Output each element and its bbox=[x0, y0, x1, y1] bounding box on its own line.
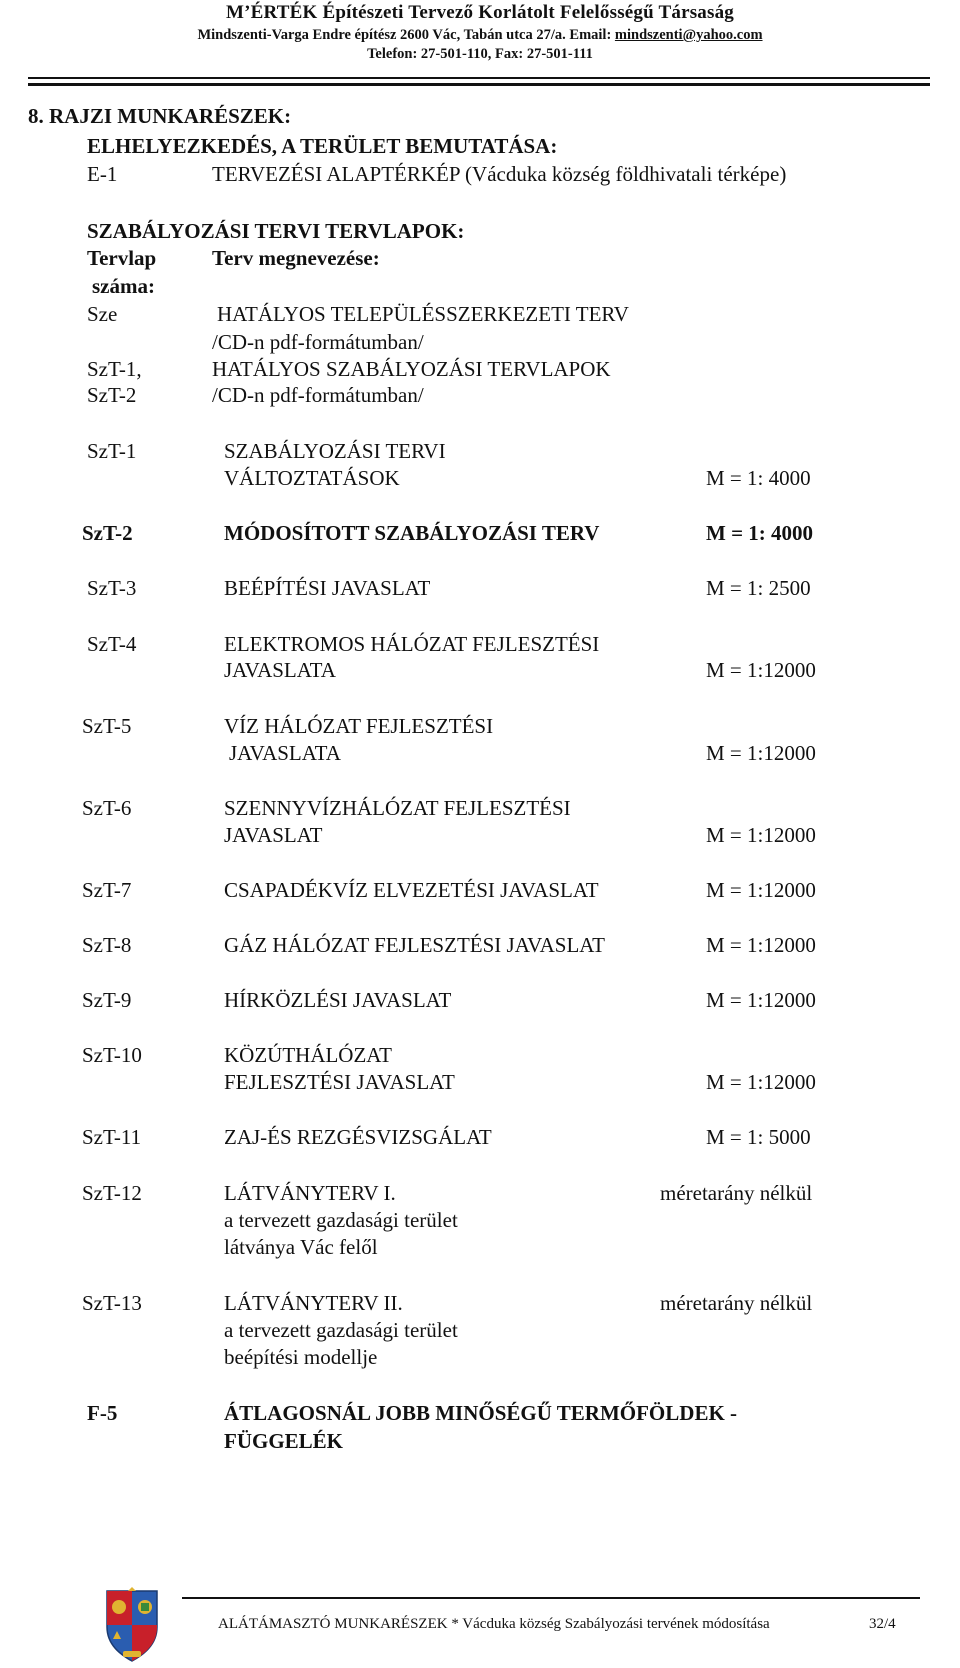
phone-line: Telefon: 27-501-110, Fax: 27-501-111 bbox=[367, 46, 593, 62]
szt9-code: SzT-9 bbox=[82, 988, 132, 1012]
szt10-title-b: FEJLESZTÉSI JAVASLAT bbox=[224, 1070, 455, 1094]
szt10-code: SzT-10 bbox=[82, 1043, 142, 1067]
address-line bbox=[0, 27, 960, 44]
szt12-note: /CD-n pdf-formátumban/ bbox=[212, 383, 424, 407]
header-rule-thick bbox=[28, 83, 930, 86]
szt11-code: SzT-11 bbox=[82, 1125, 142, 1149]
szt4-title-a: ELEKTROMOS HÁLÓZAT FEJLESZTÉSI bbox=[224, 632, 600, 656]
sze-title: HATÁLYOS TELEPÜLÉSSZERKEZETI TERV bbox=[217, 302, 629, 326]
szt6-title-b: JAVASLAT bbox=[224, 823, 323, 847]
szt12-code-a: SzT-1, bbox=[87, 357, 142, 381]
column-name-label: Terv megnevezése: bbox=[212, 246, 380, 270]
szt3-title: BEÉPÍTÉSI JAVASLAT bbox=[224, 576, 431, 600]
szt1-title-b: VÁLTOZTATÁSOK bbox=[224, 466, 400, 490]
email-link[interactable]: mindszenti@yahoo.com bbox=[614, 27, 763, 43]
szt12-title-a: LÁTVÁNYTERV I. bbox=[224, 1181, 396, 1205]
page-number: 32/4 bbox=[869, 1616, 896, 1632]
szt3-scale: M = 1: 2500 bbox=[706, 576, 811, 600]
szt2-scale: M = 1: 4000 bbox=[706, 521, 814, 545]
szt2-title: MÓDOSÍTOTT SZABÁLYOZÁSI TERV bbox=[224, 521, 600, 545]
szt13-title-c: beépítési modellje bbox=[224, 1345, 378, 1369]
szt1-code: SzT-1 bbox=[87, 439, 137, 463]
e1-title: TERVEZÉSI ALAPTÉRKÉP (Vácduka község földhivatali térképe) bbox=[212, 162, 787, 186]
szt9-scale: M = 1:12000 bbox=[706, 988, 816, 1012]
szt6-title-a: SZENNYVÍZHÁLÓZAT FEJLESZTÉSI bbox=[224, 796, 571, 820]
footer-rule bbox=[182, 1597, 920, 1599]
szt11-scale: M = 1: 5000 bbox=[706, 1125, 811, 1149]
szt13-code: SzT-13 bbox=[82, 1291, 142, 1315]
szt1-title-a: SZABÁLYOZÁSI TERVI bbox=[224, 439, 446, 463]
column-sheet-label-2: száma: bbox=[92, 274, 155, 298]
szt8-title: GÁZ HÁLÓZAT FEJLESZTÉSI JAVASLAT bbox=[224, 933, 605, 957]
szt13-scale: méretarány nélkül bbox=[660, 1291, 813, 1315]
szt12-scale: méretarány nélkül bbox=[660, 1181, 813, 1205]
szt12-code: SzT-12 bbox=[82, 1181, 142, 1205]
column-sheet-label: Tervlap bbox=[87, 246, 157, 270]
f5-title-b: FÜGGELÉK bbox=[224, 1429, 344, 1453]
location-heading: ELHELYEZKEDÉS, A TERÜLET BEMUTATÁSA: bbox=[87, 134, 558, 158]
szt8-scale: M = 1:12000 bbox=[706, 933, 816, 957]
coat-of-arms-icon bbox=[103, 1585, 161, 1663]
szt13-title-a: LÁTVÁNYTERV II. bbox=[224, 1291, 403, 1315]
szt7-scale: M = 1:12000 bbox=[706, 878, 816, 902]
szt6-scale: M = 1:12000 bbox=[706, 823, 816, 847]
e1-code: E-1 bbox=[87, 162, 118, 186]
footer-text: ALÁTÁMASZTÓ MUNKARÉSZEK * Vácduka község Szabályozási tervének módosítása bbox=[218, 1616, 770, 1632]
f5-code: F-5 bbox=[87, 1401, 118, 1425]
company-name: M’ÉRTÉK Építészeti Tervező Korlátolt Felelősségű Társaság bbox=[225, 2, 735, 23]
regulation-heading: SZABÁLYOZÁSI TERVI TERVLAPOK: bbox=[87, 219, 465, 243]
szt7-code: SzT-7 bbox=[82, 878, 132, 902]
szt12-title-c: látványa Vác felől bbox=[224, 1235, 378, 1259]
szt7-title: CSAPADÉKVÍZ ELVEZETÉSI JAVASLAT bbox=[224, 878, 599, 902]
szt5-scale: M = 1:12000 bbox=[706, 741, 816, 765]
szt5-code: SzT-5 bbox=[82, 714, 132, 738]
szt12-title: HATÁLYOS SZABÁLYOZÁSI TERVLAPOK bbox=[212, 357, 611, 381]
szt10-title-a: KÖZÚTHÁLÓZAT bbox=[224, 1043, 392, 1067]
szt2-code: SzT-2 bbox=[82, 521, 133, 545]
f5-title-a: ÁTLAGOSNÁL JOBB MINŐSÉGŰ TERMŐFÖLDEK - bbox=[224, 1401, 738, 1425]
szt12-title-b: a tervezett gazdasági terület bbox=[224, 1208, 458, 1232]
szt3-code: SzT-3 bbox=[87, 576, 137, 600]
szt6-code: SzT-6 bbox=[82, 796, 132, 820]
szt13-title-b: a tervezett gazdasági terület bbox=[224, 1318, 458, 1342]
szt4-scale: M = 1:12000 bbox=[706, 658, 816, 682]
address-text: Mindszenti-Varga Endre építész 2600 Vác, Tabán utca 27/a. Email: bbox=[197, 27, 615, 43]
szt12-code-b: SzT-2 bbox=[87, 383, 137, 407]
sze-code: Sze bbox=[87, 302, 118, 326]
szt4-code: SzT-4 bbox=[87, 632, 137, 656]
szt5-title-b: JAVASLATA bbox=[229, 741, 341, 765]
sze-note: /CD-n pdf-formátumban/ bbox=[212, 330, 424, 354]
section-heading: 8. RAJZI MUNKARÉSZEK: bbox=[28, 104, 292, 128]
szt4-title-b: JAVASLATA bbox=[224, 658, 336, 682]
szt10-scale: M = 1:12000 bbox=[706, 1070, 816, 1094]
szt8-code: SzT-8 bbox=[82, 933, 132, 957]
szt1-scale: M = 1: 4000 bbox=[706, 466, 811, 490]
szt9-title: HÍRKÖZLÉSI JAVASLAT bbox=[224, 988, 452, 1012]
szt11-title: ZAJ-ÉS REZGÉSVIZSGÁLAT bbox=[224, 1125, 492, 1149]
header-rule-thin bbox=[28, 77, 930, 79]
szt5-title-a: VÍZ HÁLÓZAT FEJLESZTÉSI bbox=[224, 714, 494, 738]
